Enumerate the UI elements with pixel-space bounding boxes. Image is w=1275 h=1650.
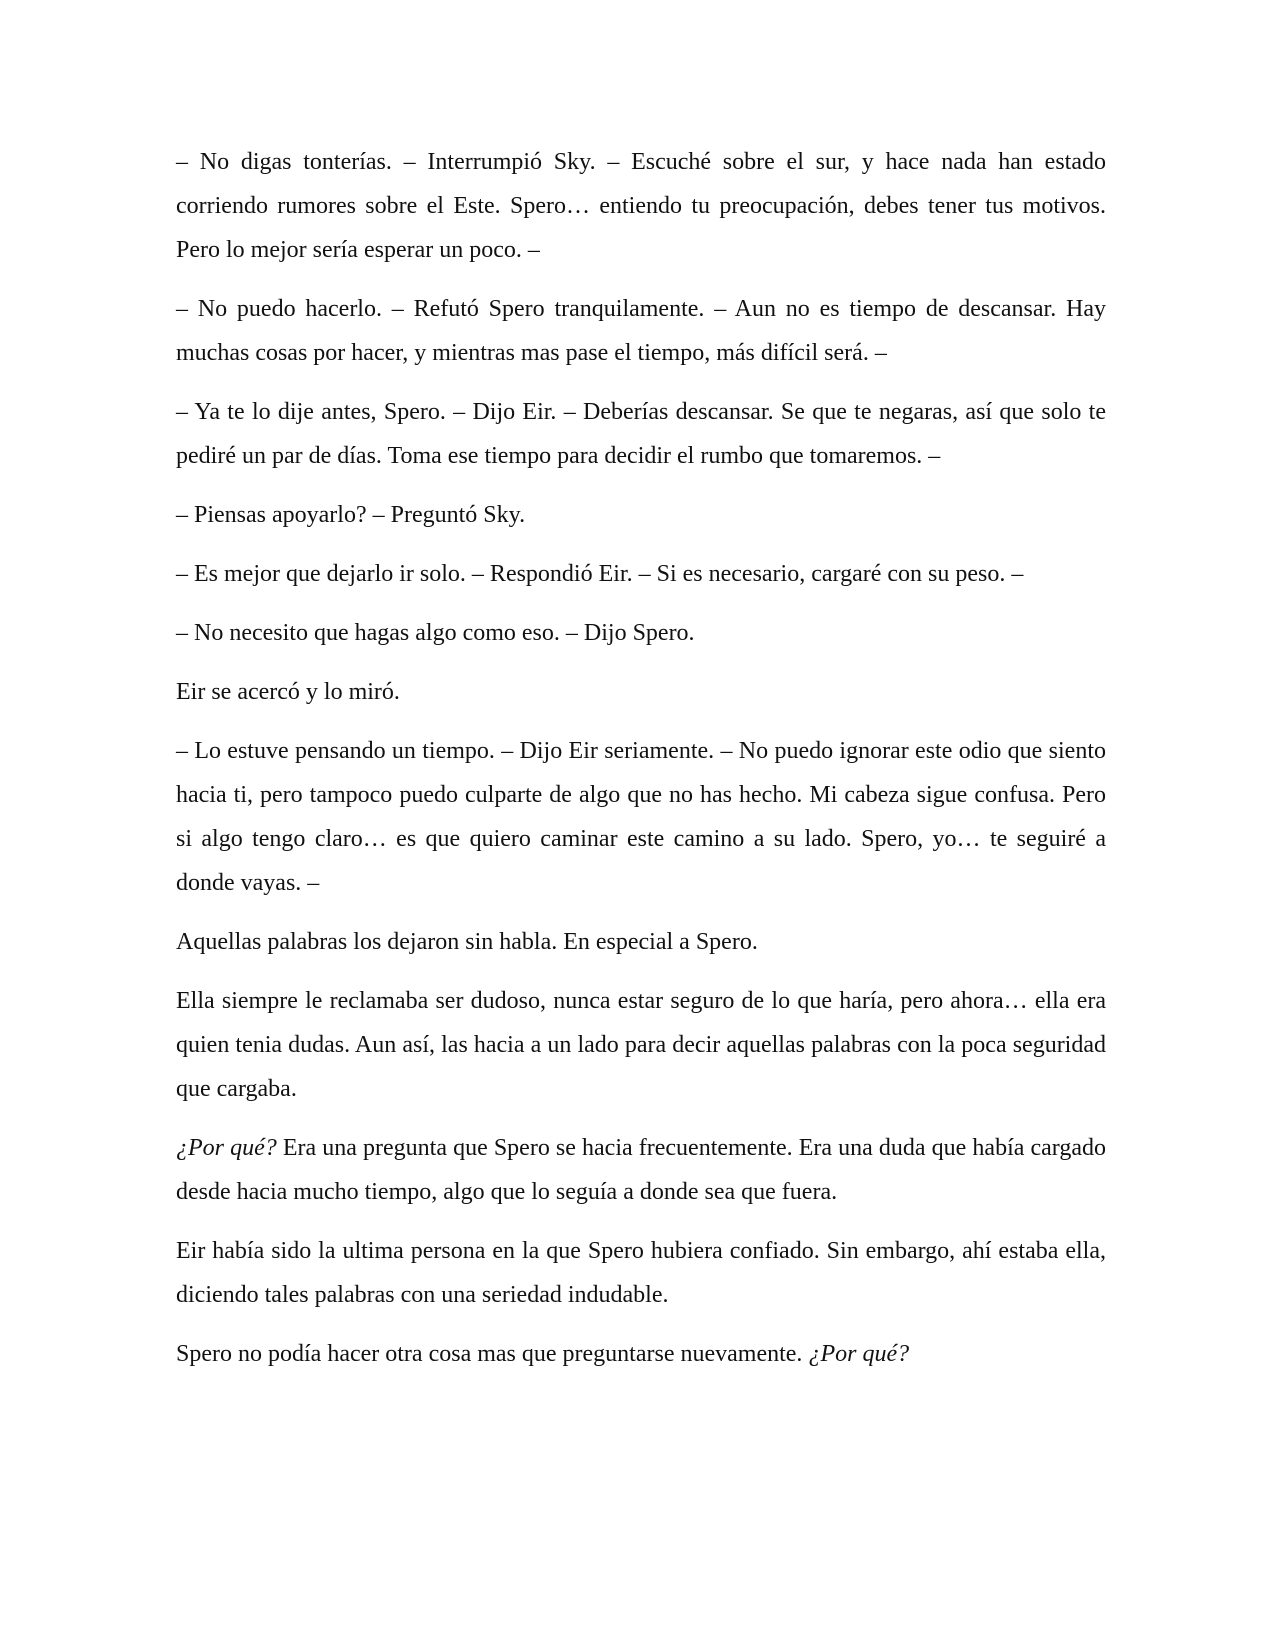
- paragraph-5: – Es mejor que dejarlo ir solo. – Respondió Eir. – Si es necesario, cargaré con su peso. –: [176, 561, 1024, 587]
- paragraph-6: – No necesito que hagas algo como eso. – Dijo Spero.: [176, 620, 695, 646]
- italic-question-final: ¿Por qué?: [808, 1341, 910, 1367]
- body-text: [176, 140, 1106, 1391]
- paragraph-8: – Lo estuve pensando un tiempo. – Dijo Eir seriamente. – No puedo ignorar este odio que siento hacia ti, pero tampoco puedo culparte de algo que no has hecho. Mi cabeza sigue confusa. Pero si algo tengo claro… es que quiero caminar este camino a su lado. Spero, yo… te seguiré a donde vayas. –: [176, 738, 1106, 896]
- paragraph-13-text: Spero no podía hacer otra cosa mas que preguntarse nuevamente.: [176, 1341, 809, 1367]
- paragraph-1: – No digas tonterías. – Interrumpió Sky. – Escuché sobre el sur, y hace nada han estado corriendo rumores sobre el Este. Spero… entiendo tu preocupación, debes tener tus motivos. Pero lo mejor sería esperar un poco. –: [176, 149, 1106, 263]
- paragraph-11-text: Era una pregunta que Spero se hacia frecuentemente. Era una duda que había cargado desde hacia mucho tiempo, algo que lo seguía a donde sea que fuera.: [176, 1135, 1107, 1205]
- paragraph-4: – Piensas apoyarlo? – Preguntó Sky.: [176, 502, 526, 528]
- paragraph-2: – No puedo hacerlo. – Refutó Spero tranquilamente. – Aun no es tiempo de descansar. Hay muchas cosas por hacer, y mientras mas pase el tiempo, más difícil será. –: [176, 296, 1106, 366]
- paragraph-13: [176, 1332, 1106, 1376]
- paragraph-11: [176, 1126, 1106, 1214]
- paragraph-10: Ella siempre le reclamaba ser dudoso, nunca estar seguro de lo que haría, pero ahora… ella era quien tenia dudas. Aun así, las hacia a un lado para decir aquellas palabras con la poca seguridad que cargaba.: [176, 988, 1106, 1102]
- paragraph-7: Eir se acercó y lo miró.: [176, 679, 400, 705]
- paragraph-9: Aquellas palabras los dejaron sin habla. En especial a Spero.: [176, 929, 758, 955]
- paragraph-12: Eir había sido la ultima persona en la que Spero hubiera confiado. Sin embargo, ahí estaba ella, diciendo tales palabras con una seriedad indudable.: [176, 1238, 1106, 1308]
- paragraph-3: – Ya te lo dije antes, Spero. – Dijo Eir. – Deberías descansar. Se que te negaras, así que solo te pediré un par de días. Toma ese tiempo para decidir el rumbo que tomaremos. –: [176, 399, 1106, 469]
- italic-question: ¿Por qué?: [176, 1135, 277, 1161]
